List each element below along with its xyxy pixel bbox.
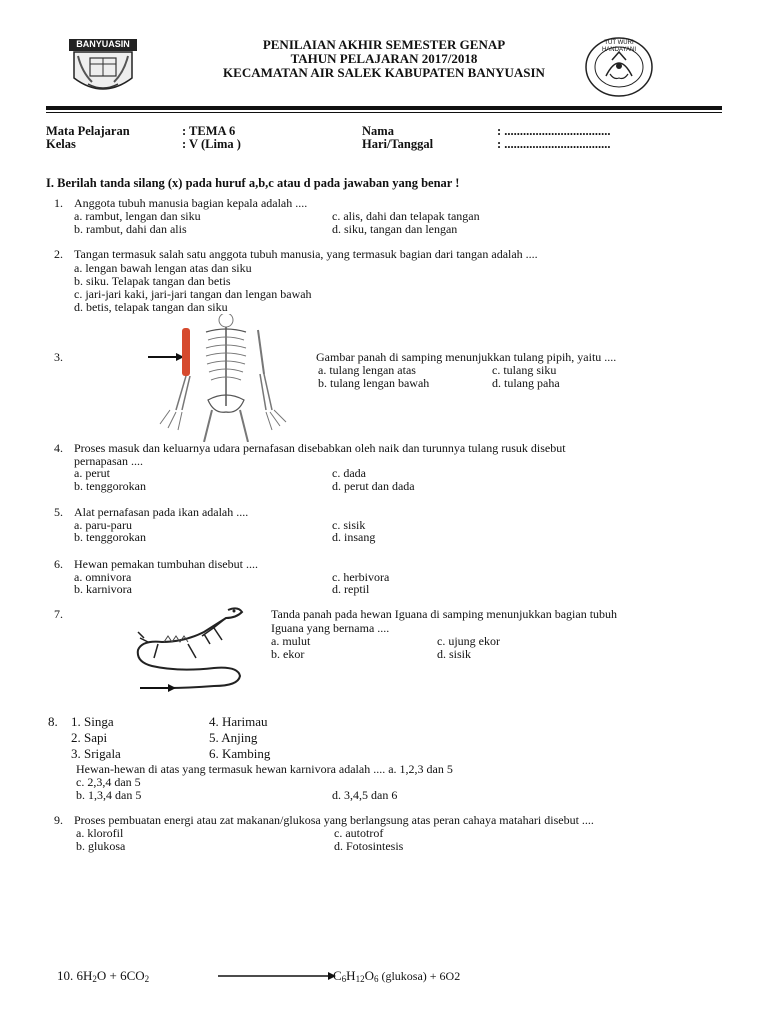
q10-equation-right bbox=[333, 968, 460, 984]
q2-text: Tangan termasuk salah satu anggota tubuh manusia, yang termasuk bagian dari tangan adalah .... bbox=[74, 247, 538, 261]
q3-option-a[interactable]: a. tulang lengan atas bbox=[318, 363, 416, 377]
q8-item-2: 2. Sapi bbox=[71, 730, 108, 745]
q4-option-d[interactable]: d. perut dan dada bbox=[332, 479, 415, 493]
q10-equation-left bbox=[57, 968, 149, 984]
q10-left-sub1: 2 bbox=[92, 974, 97, 984]
q9-text: Proses pembuatan energi atau zat makanan/glukosa yang berlangsung atas peran cahaya matahari disebut .... bbox=[74, 813, 594, 827]
q9-number: 9. bbox=[54, 813, 63, 827]
q1-number: 1. bbox=[54, 196, 63, 210]
kelas-label: Kelas bbox=[46, 137, 76, 151]
q8-item-6: 6. Kambing bbox=[209, 746, 271, 761]
q10-left-sub2: 2 bbox=[144, 974, 150, 984]
q4-text-continued: pernapasan .... bbox=[74, 454, 143, 468]
logo-right-text: TUT WURI HANDAYANI bbox=[601, 40, 637, 53]
q10-right-sub3: 6 bbox=[373, 974, 379, 984]
q6-option-a[interactable]: a. omnivora bbox=[74, 570, 132, 584]
q4-number: 4. bbox=[54, 441, 63, 455]
kelas-value: : V (Lima ) bbox=[182, 137, 241, 151]
q9-option-c[interactable]: c. autotrof bbox=[334, 826, 384, 840]
q10-right-o: O bbox=[364, 968, 374, 983]
q5-option-b[interactable]: b. tenggorokan bbox=[74, 530, 146, 544]
q8-option-c[interactable]: c. 2,3,4 dan 5 bbox=[76, 775, 141, 789]
q9-option-a[interactable]: a. klorofil bbox=[76, 826, 124, 840]
q3-text: Gambar panah di samping menunjukkan tulang pipih, yaitu .... bbox=[316, 350, 617, 364]
q2-option-d[interactable]: d. betis, telapak tangan dan siku bbox=[74, 300, 228, 314]
q10-left-part1: 6H bbox=[76, 968, 93, 983]
q2-option-a[interactable]: a. lengan bawah lengan atas dan siku bbox=[74, 261, 252, 275]
nama-label: Nama bbox=[362, 124, 394, 138]
header-rule-thin bbox=[46, 112, 722, 113]
q10-right-tail: (glukosa) + 6O2 bbox=[378, 969, 461, 983]
mapel-label: Mata Pelajaran bbox=[46, 124, 130, 138]
header-line-3: KECAMATAN AIR SALEK KABUPATEN BANYUASIN bbox=[223, 65, 545, 80]
q1-text: Anggota tubuh manusia bagian kepala adalah .... bbox=[74, 196, 308, 210]
tanggal-field[interactable]: : .................................. bbox=[497, 137, 611, 151]
q1-option-a[interactable]: a. rambut, lengan dan siku bbox=[74, 209, 201, 223]
q7-text-continued: Iguana yang bernama .... bbox=[271, 621, 390, 635]
tut-wuri-logo bbox=[584, 36, 654, 98]
q7-option-a[interactable]: a. mulut bbox=[271, 634, 311, 648]
q5-option-c[interactable]: c. sisik bbox=[332, 518, 366, 532]
q8-number: 8. bbox=[48, 714, 58, 729]
q9-option-b[interactable]: b. glukosa bbox=[76, 839, 126, 853]
q8-item-1: 1. Singa bbox=[71, 714, 114, 729]
q10-left-part2: O + 6CO bbox=[96, 968, 145, 983]
nama-field[interactable]: : .................................. bbox=[497, 124, 611, 138]
q3-number: 3. bbox=[54, 350, 63, 364]
q6-option-d[interactable]: d. reptil bbox=[332, 582, 370, 596]
q3-option-c[interactable]: c. tulang siku bbox=[492, 363, 557, 377]
logo-left-text: BANYUASIN bbox=[76, 39, 130, 49]
q7-text: Tanda panah pada hewan Iguana di samping menunjukkan bagian tubuh bbox=[271, 607, 618, 621]
q6-option-b[interactable]: b. karnivora bbox=[74, 582, 132, 596]
q4-option-a[interactable]: a. perut bbox=[74, 466, 110, 480]
q2-number: 2. bbox=[54, 247, 63, 261]
q10-right-sub2: 12 bbox=[355, 974, 365, 984]
q8-item-5: 5. Anjing bbox=[209, 730, 258, 745]
q6-option-c[interactable]: c. herbivora bbox=[332, 570, 390, 584]
skeleton-illustration bbox=[146, 314, 298, 442]
q3-option-b[interactable]: b. tulang lengan bawah bbox=[318, 376, 430, 390]
q1-option-b[interactable]: b. rambut, dahi dan alis bbox=[74, 222, 187, 236]
q4-text: Proses masuk dan keluarnya udara pernafasan disebabkan oleh naik dan turunnya tulang rusuk disebut bbox=[74, 441, 566, 455]
section-instruction: I. Berilah tanda silang (x) pada huruf a,b,c atau d pada jawaban yang benar ! bbox=[46, 176, 460, 190]
q3-option-d[interactable]: d. tulang paha bbox=[492, 376, 560, 390]
q8-item-4: 4. Harimau bbox=[209, 714, 268, 729]
iguana-illustration bbox=[118, 598, 246, 696]
q5-option-a[interactable]: a. paru-paru bbox=[74, 518, 132, 532]
q8-text: Hewan-hewan di atas yang termasuk hewan karnivora adalah .... a. 1,2,3 dan 5 bbox=[76, 762, 453, 776]
reaction-arrow bbox=[218, 970, 336, 980]
q7-option-b[interactable]: b. ekor bbox=[271, 647, 305, 661]
q5-option-d[interactable]: d. insang bbox=[332, 530, 376, 544]
q5-text: Alat pernafasan pada ikan adalah .... bbox=[74, 505, 249, 519]
tanggal-label: Hari/Tanggal bbox=[362, 137, 434, 151]
q7-option-c[interactable]: c. ujung ekor bbox=[437, 634, 500, 648]
q8-option-d[interactable]: d. 3,4,5 dan 6 bbox=[332, 788, 398, 802]
q10-right-h: H bbox=[346, 968, 356, 983]
q10-right-c: C bbox=[333, 968, 342, 983]
q4-option-b[interactable]: b. tenggorokan bbox=[74, 479, 146, 493]
q2-option-b[interactable]: b. siku. Telapak tangan dan betis bbox=[74, 274, 231, 288]
q7-option-d[interactable]: d. sisik bbox=[437, 647, 472, 661]
q4-option-c[interactable]: c. dada bbox=[332, 466, 366, 480]
q8-item-3: 3. Srigala bbox=[71, 746, 121, 761]
q6-number: 6. bbox=[54, 557, 63, 571]
q8-option-b[interactable]: b. 1,3,4 dan 5 bbox=[76, 788, 142, 802]
q5-number: 5. bbox=[54, 505, 63, 519]
header-line-1: PENILAIAN AKHIR SEMESTER GENAP bbox=[262, 37, 506, 52]
q1-option-d[interactable]: d. siku, tangan dan lengan bbox=[332, 222, 458, 236]
q9-option-d[interactable]: d. Fotosintesis bbox=[334, 839, 404, 853]
q2-option-c[interactable]: c. jari-jari kaki, jari-jari tangan dan lengan bawah bbox=[74, 287, 312, 301]
q10-number: 10. bbox=[57, 968, 74, 983]
mapel-value: : TEMA 6 bbox=[182, 124, 236, 138]
header-line-2: TAHUN PELAJARAN 2017/2018 bbox=[290, 51, 478, 66]
q10-right-sub1: 6 bbox=[341, 974, 347, 984]
header-rule-thick bbox=[46, 106, 722, 110]
q6-text: Hewan pemakan tumbuhan disebut .... bbox=[74, 557, 258, 571]
q1-option-c[interactable]: c. alis, dahi dan telapak tangan bbox=[332, 209, 480, 223]
q7-number: 7. bbox=[54, 607, 63, 621]
